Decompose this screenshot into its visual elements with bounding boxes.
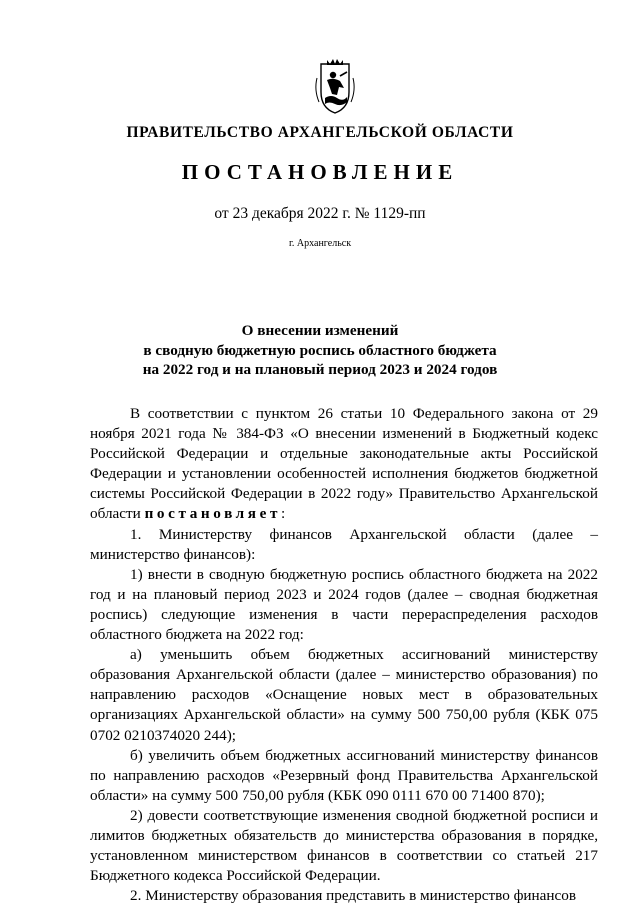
decree-word: постановляет	[144, 505, 282, 523]
paragraph-1-1: 1) внести в сводную бюджетную роспись областного бюджета на 2022 год и на плановый период 2023 и 2024 годов (далее – сводная бюджетная роспись) следующие изменения в части перераспределения расходов областного бюджета на 2022 год:	[90, 565, 598, 644]
paragraph-1-2: 2) довести соответствующие изменения сводной бюджетной росписи и лимитов бюджетных обязательств до министерства образования в порядке, установленном министерством финансов в соответствии со статьей 217 Бюджетного кодекса Российской Федерации.	[90, 806, 598, 885]
subject-line: О внесении изменений	[241, 322, 399, 339]
paragraph-1-1-a: а) уменьшить объем бюджетных ассигнований министерству образования Архангельской области (далее – министерство образования) по направлению расходов «Оснащение новых мест в образовательных организациях Архангельской области» на сумму 500 750,00 рубля (КБК 075 0702 0210374020 244);	[90, 646, 598, 744]
government-title: ПРАВИТЕЛЬСТВО АРХАНГЕЛЬСКОЙ ОБЛАСТИ	[126, 124, 514, 141]
paragraph-2: 2. Министерству образования представить в министерство финансов	[130, 887, 577, 905]
paragraph-1-1-b: б) увеличить объем бюджетных ассигнований министерству финансов по направлению расходов «Резервный фонд Правительства Архангельской области» на сумму 500 750,00 рубля (КБК 090 0111 670 00 71400 870);	[90, 746, 598, 804]
decree-colon: :	[281, 505, 286, 523]
preamble-paragraph	[90, 404, 598, 525]
document-type-title: ПОСТАНОВЛЕНИЕ	[181, 160, 459, 184]
paragraph-1: 1. Министерству финансов Архангельской области (далее – министерство финансов):	[90, 525, 598, 563]
preamble-text: В соответствии с пунктом 26 статьи 10 Федерального закона от 29 ноября 2021 года № 384-ФЗ «О внесении изменений в Бюджетный кодекс Российской Федерации и отдельные законодательные акты Российской Федерации и установлении особенностей исполнения бюджетов бюджетной системы Российской Федерации в 2022 году» Правительство Архангельской области	[90, 405, 598, 523]
subject-line: в сводную бюджетную роспись областного бюджета	[143, 341, 497, 359]
coat-of-arms-icon	[313, 58, 357, 116]
document-body	[90, 404, 598, 906]
document-city: г. Архангельск	[288, 238, 352, 249]
document-subject	[0, 321, 640, 380]
subject-line: на 2022 год и на плановый период 2023 и 2024 годов	[142, 361, 498, 378]
document-date-number: от 23 декабря 2022 г. № 1129-пп	[214, 205, 426, 222]
